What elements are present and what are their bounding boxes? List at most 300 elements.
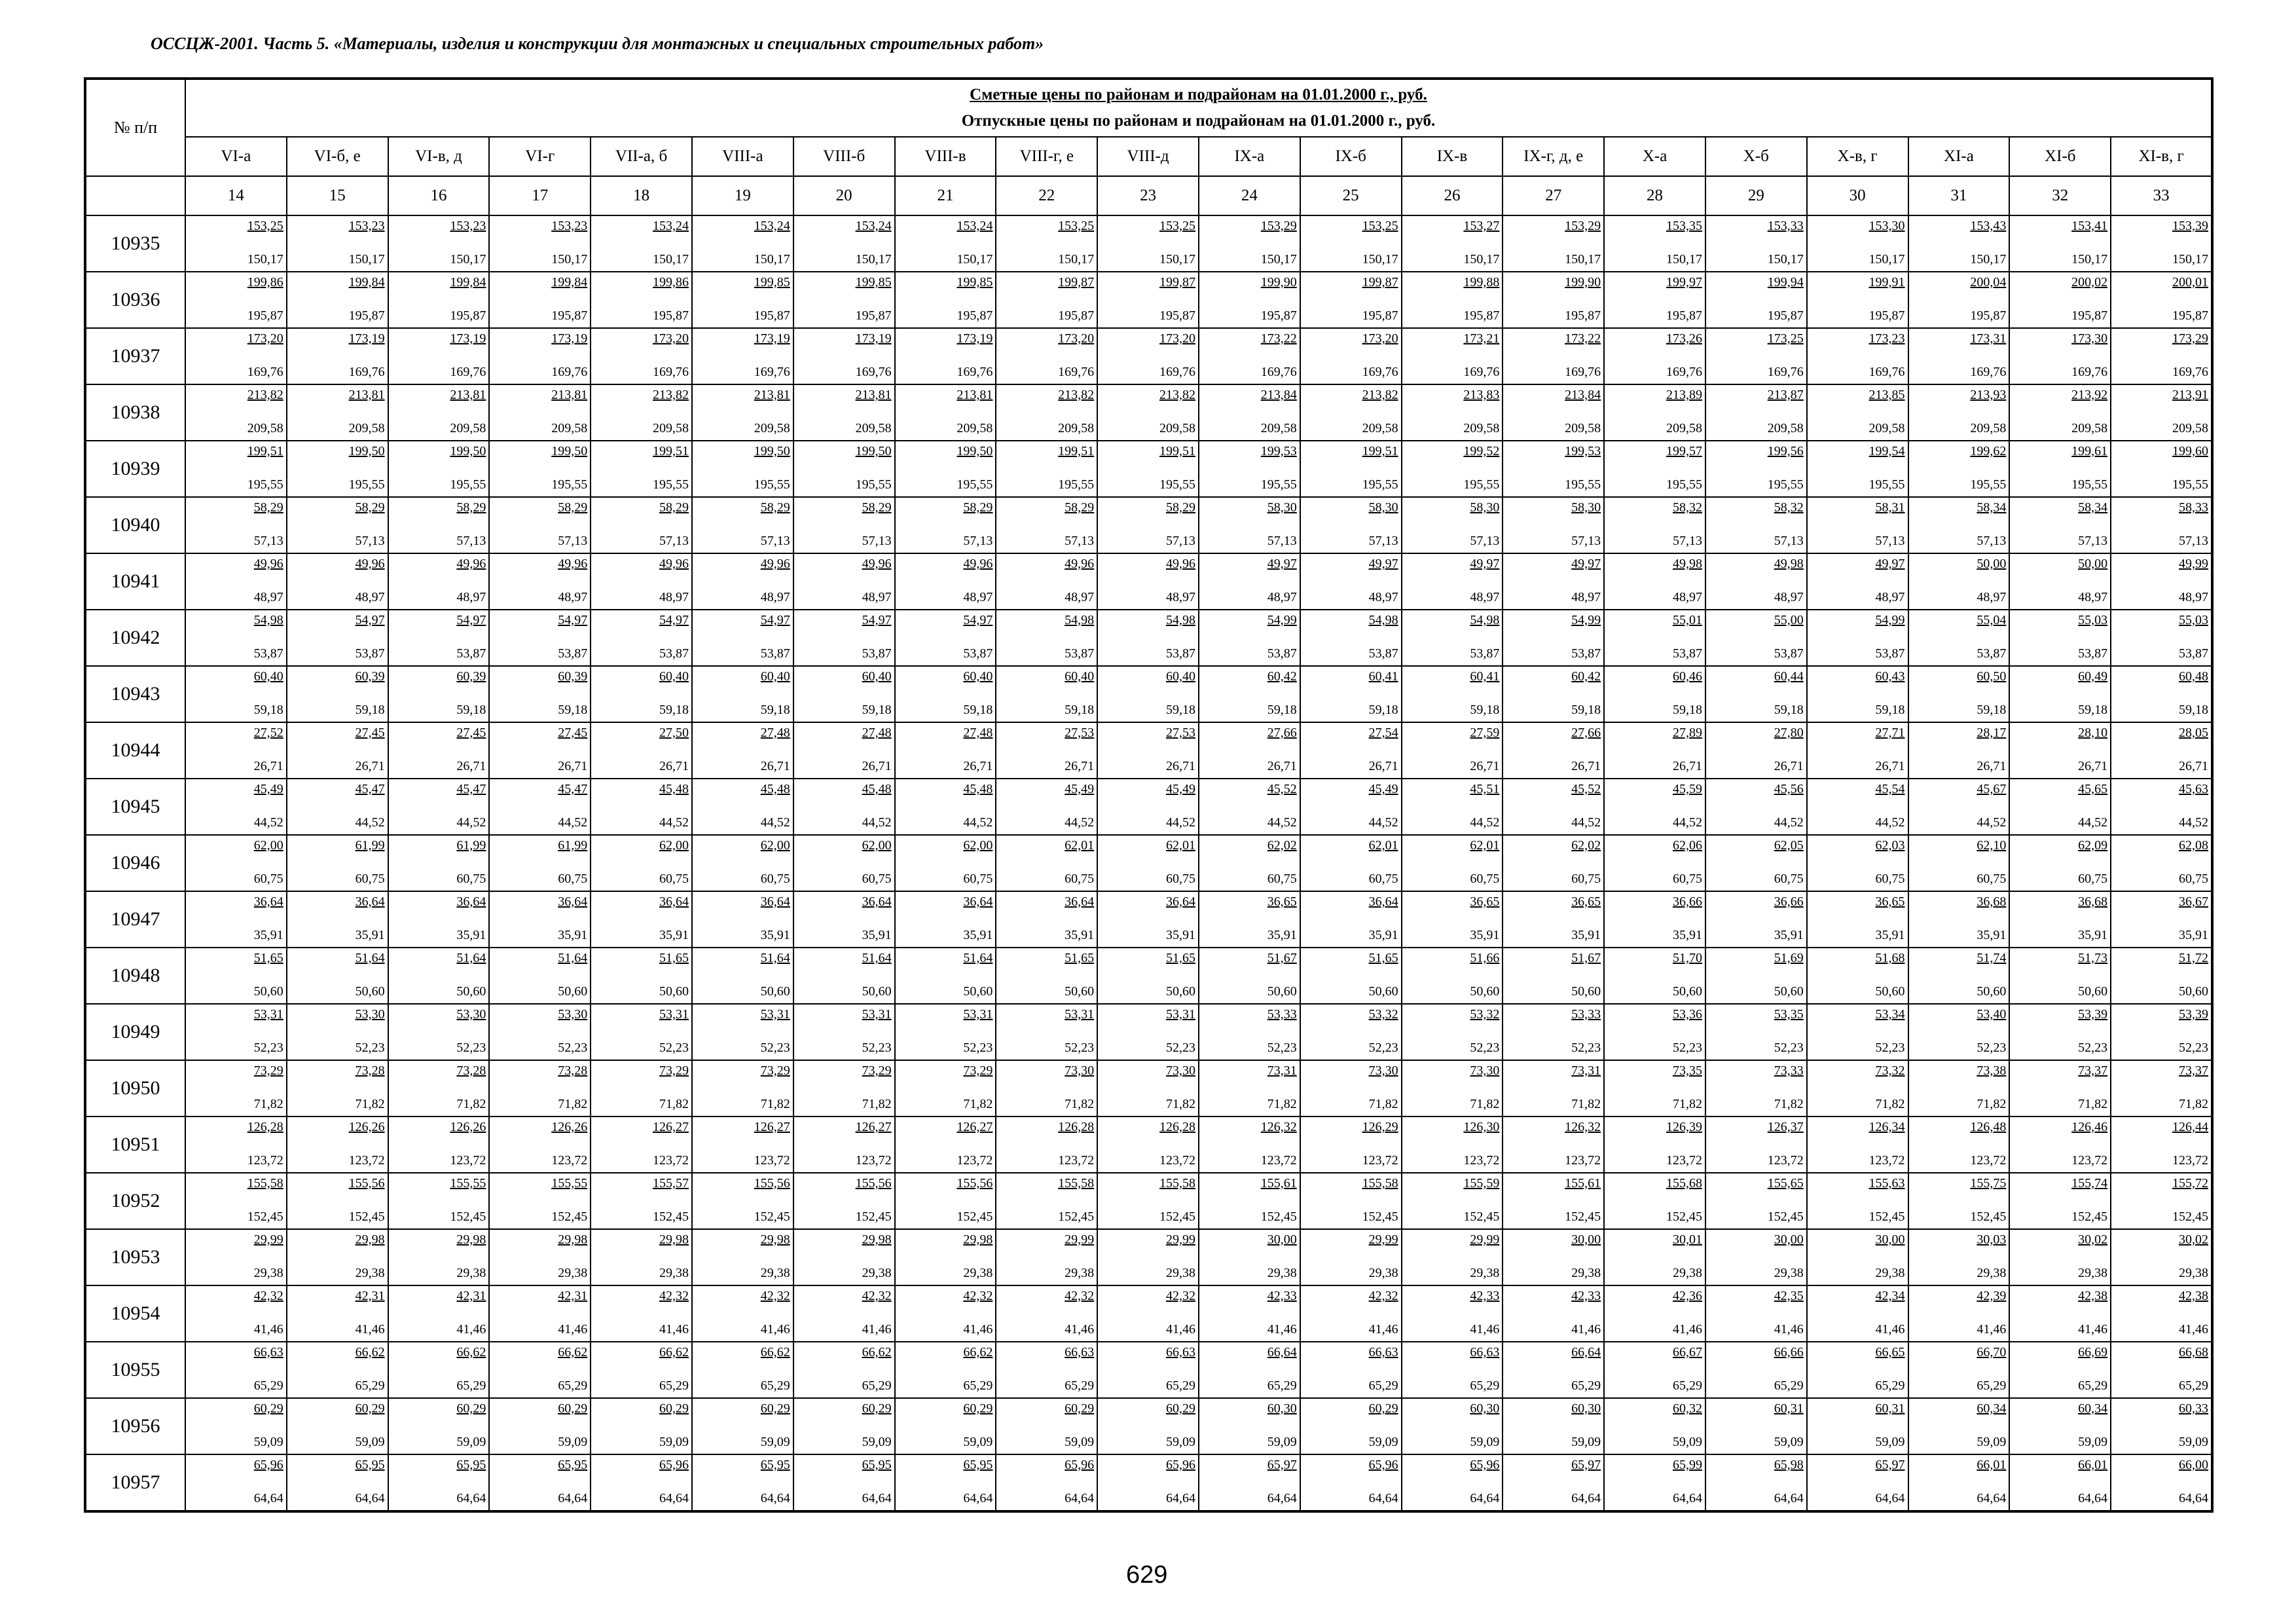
- selling-price: 169,76: [1058, 365, 1095, 379]
- estimated-price: 42,39: [1977, 1289, 2007, 1303]
- price-cell: [2111, 779, 2212, 835]
- estimated-price: 155,58: [1159, 1176, 1195, 1190]
- region-header: VI-а: [185, 137, 287, 176]
- price-cell: [1402, 1116, 1503, 1173]
- selling-price: 26,71: [253, 759, 283, 773]
- price-cell: [388, 215, 490, 272]
- estimated-price: 173,22: [1565, 331, 1601, 346]
- price-cell: [1097, 610, 1199, 666]
- price-cell: [2111, 215, 2212, 272]
- selling-price: 60,75: [1470, 872, 1500, 886]
- selling-price: 57,13: [456, 534, 486, 548]
- price-cell: [1300, 1398, 1402, 1454]
- price-cell: [287, 1342, 388, 1398]
- estimated-price: 155,61: [1565, 1176, 1601, 1190]
- price-cell: [1705, 610, 1807, 666]
- table-row: [85, 441, 2212, 497]
- price-cell: [692, 1285, 793, 1342]
- price-cell: [2009, 779, 2111, 835]
- selling-price: 71,82: [558, 1097, 588, 1111]
- price-cell: [1807, 553, 1908, 610]
- table-row: [85, 779, 2212, 835]
- price-cell: [1705, 1454, 1807, 1511]
- selling-price: 29,38: [1977, 1266, 2007, 1280]
- price-cell: [895, 1116, 996, 1173]
- selling-price: 195,55: [1058, 477, 1095, 492]
- estimated-price: 213,81: [348, 388, 385, 402]
- selling-price: 64,64: [253, 1491, 283, 1505]
- price-cell: [1807, 779, 1908, 835]
- price-cell: [1705, 1229, 1807, 1285]
- price-cell: [895, 1229, 996, 1285]
- estimated-price: 45,56: [1774, 782, 1804, 796]
- price-cell: [287, 328, 388, 384]
- selling-price: 44,52: [1267, 815, 1297, 830]
- price-cell: [1503, 722, 1604, 779]
- price-cell: [1908, 384, 2010, 441]
- price-cell: [2009, 835, 2111, 891]
- selling-price: 71,82: [1267, 1097, 1297, 1111]
- selling-price: 59,09: [558, 1435, 588, 1449]
- selling-price: 53,87: [355, 646, 385, 661]
- estimated-price: 36,64: [1065, 895, 1095, 909]
- estimated-price: 27,53: [1065, 726, 1095, 740]
- estimated-price: 27,52: [253, 726, 283, 740]
- price-cell: [1097, 1004, 1199, 1060]
- selling-price: 59,09: [2078, 1435, 2108, 1449]
- selling-price: 195,55: [855, 477, 892, 492]
- selling-price: 50,60: [1774, 984, 1804, 999]
- selling-price: 26,71: [760, 759, 790, 773]
- price-cell: [287, 1004, 388, 1060]
- estimated-price: 199,50: [754, 444, 790, 458]
- selling-price: 57,13: [1165, 534, 1195, 548]
- estimated-price: 36,64: [253, 895, 283, 909]
- price-cell: [692, 610, 793, 666]
- estimated-price: 27,45: [456, 726, 486, 740]
- region-header: XI-б: [2009, 137, 2111, 176]
- estimated-price: 155,63: [1868, 1176, 1905, 1190]
- price-cell: [591, 497, 692, 553]
- selling-price: 29,38: [1774, 1266, 1804, 1280]
- estimated-price: 126,27: [957, 1120, 993, 1134]
- selling-price: 41,46: [1875, 1322, 1905, 1337]
- selling-price: 57,13: [1368, 534, 1398, 548]
- estimated-price: 27,89: [1672, 726, 1702, 740]
- selling-price: 169,76: [1260, 365, 1297, 379]
- selling-price: 64,64: [1774, 1491, 1804, 1505]
- selling-price: 195,87: [1362, 308, 1398, 323]
- selling-price: 60,75: [456, 872, 486, 886]
- selling-price: 52,23: [1470, 1041, 1500, 1055]
- selling-price: 64,64: [862, 1491, 892, 1505]
- selling-price: 29,38: [1571, 1266, 1601, 1280]
- price-cell: [1908, 215, 2010, 272]
- selling-price: 169,76: [551, 365, 588, 379]
- price-cell: [1604, 1285, 1705, 1342]
- price-cell: [692, 1398, 793, 1454]
- estimated-price: 66,70: [1977, 1345, 2007, 1359]
- selling-price: 41,46: [760, 1322, 790, 1337]
- price-cell: [591, 1116, 692, 1173]
- selling-price: 169,76: [247, 365, 283, 379]
- estimated-price: 73,29: [253, 1063, 283, 1078]
- price-cell: [185, 666, 287, 722]
- estimated-price: 53,32: [1368, 1007, 1398, 1022]
- price-cell: [388, 1398, 490, 1454]
- estimated-price: 173,22: [1260, 331, 1297, 346]
- price-cell: [489, 553, 591, 610]
- selling-price: 52,23: [456, 1041, 486, 1055]
- selling-price: 26,71: [1065, 759, 1095, 773]
- selling-price: 123,72: [551, 1153, 588, 1168]
- price-cell: [2111, 272, 2212, 328]
- estimated-price: 213,81: [855, 388, 892, 402]
- price-cell: [1402, 1342, 1503, 1398]
- estimated-price: 36,65: [1571, 895, 1601, 909]
- selling-price: 35,91: [1875, 928, 1905, 942]
- selling-price: 150,17: [1565, 252, 1601, 267]
- selling-price: 50,60: [2078, 984, 2108, 999]
- estimated-price: 60,40: [963, 669, 993, 684]
- estimated-price: 55,04: [1977, 613, 2007, 627]
- price-cell: [287, 610, 388, 666]
- selling-price: 35,91: [1267, 928, 1297, 942]
- selling-price: 123,72: [652, 1153, 689, 1168]
- estimated-price: 155,68: [1666, 1176, 1702, 1190]
- selling-price: 169,76: [1666, 365, 1702, 379]
- price-cell: [793, 891, 895, 948]
- estimated-price: 66,62: [963, 1345, 993, 1359]
- price-cell: [185, 497, 287, 553]
- estimated-price: 58,34: [1977, 500, 2007, 515]
- selling-price: 44,52: [760, 815, 790, 830]
- column-number: 19: [692, 176, 793, 215]
- selling-price: 59,09: [1267, 1435, 1297, 1449]
- price-cell: [1705, 441, 1807, 497]
- selling-price: 150,17: [1058, 252, 1095, 267]
- price-cell: [287, 215, 388, 272]
- estimated-price: 45,51: [1470, 782, 1500, 796]
- estimated-price: 53,31: [963, 1007, 993, 1022]
- estimated-price: 199,51: [1058, 444, 1095, 458]
- price-cell: [996, 441, 1097, 497]
- price-cell: [996, 722, 1097, 779]
- estimated-price: 36,64: [558, 895, 588, 909]
- selling-price: 26,71: [1165, 759, 1195, 773]
- selling-price: 65,29: [558, 1378, 588, 1393]
- price-cell: [895, 1398, 996, 1454]
- selling-price: 64,64: [1977, 1491, 2007, 1505]
- selling-price: 52,23: [1165, 1041, 1195, 1055]
- price-cell: [2009, 1285, 2111, 1342]
- selling-price: 59,18: [456, 703, 486, 717]
- estimated-price: 155,58: [1362, 1176, 1398, 1190]
- price-cell: [185, 1229, 287, 1285]
- selling-price: 48,97: [1875, 590, 1905, 604]
- selling-price: 60,75: [963, 872, 993, 886]
- selling-price: 60,75: [1571, 872, 1601, 886]
- selling-price: 209,58: [1463, 421, 1500, 435]
- selling-price: 59,09: [963, 1435, 993, 1449]
- estimated-price: 30,03: [1977, 1232, 2007, 1247]
- price-cell: [185, 215, 287, 272]
- price-cell: [1097, 1173, 1199, 1229]
- estimated-price: 42,32: [253, 1289, 283, 1303]
- selling-price: 209,58: [1565, 421, 1601, 435]
- selling-price: 152,45: [957, 1209, 993, 1224]
- price-cell: [1807, 1285, 1908, 1342]
- selling-price: 169,76: [855, 365, 892, 379]
- selling-price: 48,97: [862, 590, 892, 604]
- estimated-price: 65,98: [1774, 1458, 1804, 1472]
- estimated-price: 53,39: [2078, 1007, 2108, 1022]
- estimated-price: 49,97: [1470, 557, 1500, 571]
- selling-price: 59,09: [862, 1435, 892, 1449]
- price-cell: [895, 835, 996, 891]
- price-cell: [2111, 328, 2212, 384]
- estimated-price: 173,21: [1463, 331, 1500, 346]
- column-number: 21: [895, 176, 996, 215]
- price-cell: [1199, 497, 1300, 553]
- selling-price: 35,91: [1672, 928, 1702, 942]
- selling-price: 209,58: [247, 421, 283, 435]
- estimated-price: 173,19: [754, 331, 790, 346]
- estimated-price: 61,99: [355, 838, 385, 853]
- selling-price: 195,87: [1463, 308, 1500, 323]
- estimated-price: 36,64: [963, 895, 993, 909]
- selling-price: 44,52: [253, 815, 283, 830]
- estimated-price: 153,23: [450, 219, 486, 233]
- estimated-price: 60,39: [456, 669, 486, 684]
- price-cell: [287, 384, 388, 441]
- selling-price: 195,55: [1970, 477, 2007, 492]
- estimated-price: 73,31: [1267, 1063, 1297, 1078]
- estimated-price: 49,96: [253, 557, 283, 571]
- estimated-price: 42,33: [1470, 1289, 1500, 1303]
- price-cell: [1097, 1060, 1199, 1116]
- selling-price: 52,23: [1977, 1041, 2007, 1055]
- table-row: [85, 215, 2212, 272]
- price-cell: [388, 835, 490, 891]
- selling-price: 65,29: [1774, 1378, 1804, 1393]
- price-cell: [287, 1285, 388, 1342]
- estimated-price: 73,29: [659, 1063, 689, 1078]
- selling-price: 26,71: [1774, 759, 1804, 773]
- selling-price: 53,87: [1774, 646, 1804, 661]
- selling-price: 195,87: [2172, 308, 2208, 323]
- estimated-price: 60,44: [1774, 669, 1804, 684]
- selling-price: 64,64: [1065, 1491, 1095, 1505]
- estimated-price: 213,84: [1260, 388, 1297, 402]
- price-cell: [1097, 666, 1199, 722]
- estimated-price: 199,84: [450, 275, 486, 289]
- price-cell: [1300, 1342, 1402, 1398]
- selling-price: 195,87: [450, 308, 486, 323]
- estimated-price: 27,80: [1774, 726, 1804, 740]
- estimated-price: 173,19: [855, 331, 892, 346]
- selling-price: 60,75: [1165, 872, 1195, 886]
- selling-price: 35,91: [355, 928, 385, 942]
- estimated-price: 60,40: [760, 669, 790, 684]
- price-cell: [996, 1285, 1097, 1342]
- estimated-price: 58,29: [760, 500, 790, 515]
- selling-price: 123,72: [1970, 1153, 2007, 1168]
- table-row: [85, 384, 2212, 441]
- price-cell: [895, 1454, 996, 1511]
- price-cell: [287, 553, 388, 610]
- price-cell: [1807, 441, 1908, 497]
- price-cell: [692, 1342, 793, 1398]
- price-cell: [1908, 666, 2010, 722]
- estimated-price: 66,64: [1571, 1345, 1601, 1359]
- estimated-price: 65,95: [862, 1458, 892, 1472]
- price-cell: [185, 948, 287, 1004]
- price-cell: [895, 215, 996, 272]
- price-cell: [793, 1173, 895, 1229]
- selling-price: 123,72: [754, 1153, 790, 1168]
- price-cell: [1908, 328, 2010, 384]
- price-cell: [1097, 891, 1199, 948]
- selling-price: 57,13: [1065, 534, 1095, 548]
- selling-price: 29,38: [1065, 1266, 1095, 1280]
- estimated-price: 51,68: [1875, 951, 1905, 965]
- selling-price: 35,91: [760, 928, 790, 942]
- price-cell: [793, 272, 895, 328]
- estimated-price: 66,63: [1165, 1345, 1195, 1359]
- estimated-price: 45,49: [253, 782, 283, 796]
- selling-price: 53,87: [1165, 646, 1195, 661]
- selling-price: 209,58: [855, 421, 892, 435]
- selling-price: 50,60: [1368, 984, 1398, 999]
- price-cell: [793, 441, 895, 497]
- estimated-price: 53,31: [1065, 1007, 1095, 1022]
- selling-price: 57,13: [1672, 534, 1702, 548]
- selling-price: 59,18: [1571, 703, 1601, 717]
- price-cell: [793, 215, 895, 272]
- estimated-price: 73,31: [1571, 1063, 1601, 1078]
- selling-price: 26,71: [1875, 759, 1905, 773]
- price-cell: [2009, 328, 2111, 384]
- price-cell: [489, 1285, 591, 1342]
- region-header: VI-г: [489, 137, 591, 176]
- price-cell: [1097, 1342, 1199, 1398]
- region-header-row: [85, 137, 2212, 176]
- price-cell: [489, 1342, 591, 1398]
- estimated-price: 213,85: [1868, 388, 1905, 402]
- selling-price: 48,97: [760, 590, 790, 604]
- price-cell: [287, 666, 388, 722]
- selling-price: 59,18: [1267, 703, 1297, 717]
- estimated-price: 49,96: [760, 557, 790, 571]
- price-cell: [287, 441, 388, 497]
- price-cell: [185, 722, 287, 779]
- estimated-price: 58,29: [659, 500, 689, 515]
- estimated-price: 45,47: [355, 782, 385, 796]
- price-cell: [1604, 497, 1705, 553]
- price-cell: [1402, 666, 1503, 722]
- price-cell: [895, 1004, 996, 1060]
- estimated-price: 55,01: [1672, 613, 1702, 627]
- selling-price: 123,72: [1260, 1153, 1297, 1168]
- estimated-price: 66,67: [1672, 1345, 1702, 1359]
- estimated-price: 27,71: [1875, 726, 1905, 740]
- selling-price: 169,76: [957, 365, 993, 379]
- price-cell: [2111, 1398, 2212, 1454]
- price-cell: [1300, 835, 1402, 891]
- selling-price: 209,58: [1970, 421, 2007, 435]
- estimated-price: 73,28: [558, 1063, 588, 1078]
- estimated-price: 49,97: [1267, 557, 1297, 571]
- estimated-price: 213,82: [1362, 388, 1398, 402]
- table-row: [85, 948, 2212, 1004]
- estimated-price: 199,56: [1767, 444, 1804, 458]
- item-number: 10953: [85, 1229, 185, 1285]
- selling-price: 152,45: [247, 1209, 283, 1224]
- selling-price: 60,75: [2179, 872, 2208, 886]
- price-cell: [489, 441, 591, 497]
- selling-price: 65,29: [760, 1378, 790, 1393]
- selling-price: 152,45: [2172, 1209, 2208, 1224]
- estimated-price: 153,29: [1565, 219, 1601, 233]
- selling-price: 123,72: [855, 1153, 892, 1168]
- price-cell: [2009, 384, 2111, 441]
- selling-price: 150,17: [1260, 252, 1297, 267]
- estimated-price: 45,52: [1267, 782, 1297, 796]
- selling-price: 209,58: [551, 421, 588, 435]
- table-row: [85, 722, 2212, 779]
- estimated-price: 73,28: [456, 1063, 486, 1078]
- selling-price: 41,46: [862, 1322, 892, 1337]
- estimated-price: 62,01: [1065, 838, 1095, 853]
- estimated-price: 65,96: [659, 1458, 689, 1472]
- price-cell: [793, 666, 895, 722]
- estimated-price: 45,59: [1672, 782, 1702, 796]
- selling-price: 59,18: [659, 703, 689, 717]
- estimated-price: 65,95: [760, 1458, 790, 1472]
- price-cell: [1604, 779, 1705, 835]
- price-cell: [1705, 779, 1807, 835]
- price-cell: [2009, 891, 2111, 948]
- selling-price: 152,45: [1260, 1209, 1297, 1224]
- selling-price: 65,29: [1368, 1378, 1398, 1393]
- price-cell: [1199, 215, 1300, 272]
- price-cell: [1199, 1342, 1300, 1398]
- row-number-header: № п/п: [85, 79, 185, 176]
- price-cell: [388, 497, 490, 553]
- selling-price: 152,45: [1970, 1209, 2007, 1224]
- region-header: IX-г, д, е: [1503, 137, 1604, 176]
- selling-price: 44,52: [1977, 815, 2007, 830]
- table-row: [85, 1285, 2212, 1342]
- estimated-price: 29,99: [1470, 1232, 1500, 1247]
- estimated-price: 27,48: [862, 726, 892, 740]
- price-cell: [1908, 497, 2010, 553]
- selling-price: 52,23: [659, 1041, 689, 1055]
- price-cell: [2111, 553, 2212, 610]
- price-cell: [692, 722, 793, 779]
- selling-price: 64,64: [355, 1491, 385, 1505]
- table-row: [85, 835, 2212, 891]
- selling-price: 123,72: [2071, 1153, 2108, 1168]
- price-cell: [1503, 272, 1604, 328]
- selling-price: 57,13: [253, 534, 283, 548]
- selling-price: 35,91: [1368, 928, 1398, 942]
- estimated-price: 66,68: [2179, 1345, 2208, 1359]
- table-row: [85, 1454, 2212, 1511]
- selling-price: 48,97: [659, 590, 689, 604]
- selling-price: 29,38: [1470, 1266, 1500, 1280]
